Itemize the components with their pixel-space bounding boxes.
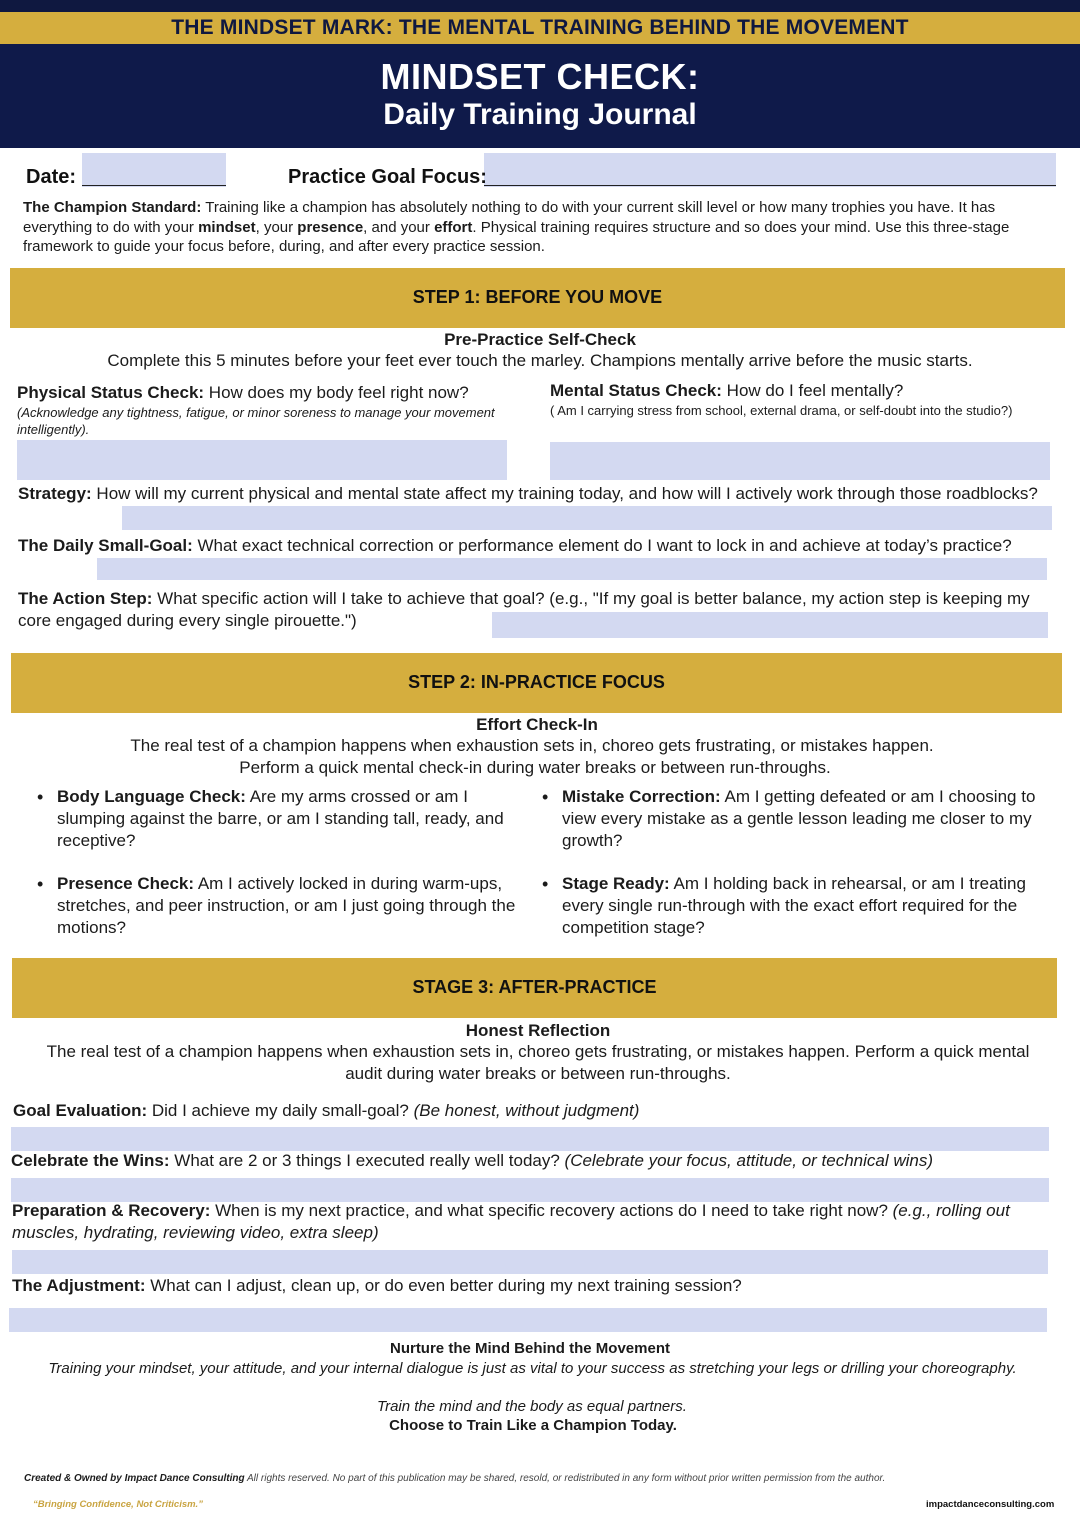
date-label: Date: (26, 166, 77, 188)
goal-evaluation-field[interactable] (11, 1127, 1049, 1151)
step2-intro-line1: The real test of a champion happens when exhaustion sets in, choreo gets frustrating, or mistakes happen. (130, 736, 934, 755)
champion-standard-intro: The Champion Standard: Training like a champion has absolutely nothing to do with your current skill level or how many trophies you have. It has everything to do with your mindset, your presence, and your effort. Physical training requires structure and so does your mind. Use this three-stage framework to guide your focus before, during, and after every practice session. (23, 199, 1010, 255)
strategy-question: Strategy: How will my current physical and mental state affect my training today, and how will I actively work through those roadblocks? (18, 484, 1038, 503)
top-banner: THE MINDSET MARK: THE MENTAL TRAINING BEHIND THE MOVEMENT (0, 12, 1080, 44)
step3-intro: The real test of a champion happens when exhaustion sets in, choreo gets frustrating, or mistakes happen. Perform a quick mental audit during water breaks or between run-throughs. (46, 1042, 1030, 1083)
step2-heading: Effort Check-In (476, 715, 598, 734)
step3-heading: Honest Reflection (465, 1021, 611, 1040)
celebrate-wins-question: Celebrate the Wins: What are 2 or 3 things I executed really well today? (Celebrate your focus, attitude, or technical wins) (11, 1151, 934, 1170)
goal-evaluation-question: Goal Evaluation: Did I achieve my daily small-goal? (Be honest, without judgment) (13, 1101, 640, 1120)
step2-band: STEP 2: IN-PRACTICE FOCUS (11, 653, 1062, 713)
date-field[interactable] (82, 153, 226, 187)
mental-status-note: ( Am I carrying stress from school, external drama, or self-doubt into the studio?) (550, 403, 1013, 418)
action-step-field[interactable] (492, 612, 1048, 638)
top-navy-strip (0, 0, 1080, 12)
adjustment-question: The Adjustment: What can I adjust, clean up, or do even better during my next training session? (12, 1276, 742, 1295)
step2-intro-line2: Perform a quick mental check-in during water breaks or between run-throughs. (239, 758, 831, 777)
page-title: MINDSET CHECK: (380, 56, 700, 97)
physical-status-question: Physical Status Check: How does my body feel right now? (17, 383, 469, 402)
strategy-field[interactable] (122, 506, 1052, 530)
action-step-question: The Action Step: What specific action will I take to achieve that goal? (e.g., "If my goal is better balance, my action step is keeping my core engaged during every single pirouette.") (18, 589, 1030, 630)
practice-goal-field[interactable] (484, 153, 1056, 187)
bullet-body-language: • Body Language Check: Are my arms crossed or am I slumping against the barre, or am I standing tall, ready, and receptive? (37, 786, 517, 852)
closing-line3: Choose to Train Like a Champion Today. (389, 1417, 677, 1434)
footer-tagline: “Bringing Confidence, Not Criticism.” (33, 1499, 203, 1510)
daily-small-goal-field[interactable] (97, 558, 1047, 580)
practice-goal-label: Practice Goal Focus: (288, 166, 487, 188)
mental-status-question: Mental Status Check: How do I feel mentally? (550, 381, 904, 400)
step1-band: STEP 1: BEFORE YOU MOVE (10, 268, 1065, 328)
mental-status-field[interactable] (550, 442, 1050, 480)
preparation-recovery-field[interactable] (12, 1250, 1048, 1274)
date-underline (82, 184, 226, 186)
physical-status-field[interactable] (17, 440, 507, 480)
closing-heading: Nurture the Mind Behind the Movement (389, 1340, 670, 1357)
page-subtitle: Daily Training Journal (383, 98, 697, 131)
footer-rights: Created & Owned by Impact Dance Consulting All rights reserved. No part of this publication may be shared, resold, or redistributed in any form without prior written permission from the author. (24, 1473, 886, 1484)
title-band (0, 44, 1080, 148)
daily-small-goal-question: The Daily Small-Goal: What exact technical correction or performance element do I want to lock in and achieve at today’s practice? (18, 536, 1012, 555)
step1-intro: Complete this 5 minutes before your feet ever touch the marley. Champions mentally arrive before the music starts. (107, 351, 973, 370)
footer-website[interactable]: impactdanceconsulting.com (926, 1499, 1055, 1510)
closing-line2: Train the mind and the body as equal partners. (377, 1398, 687, 1415)
preparation-recovery-question: Preparation & Recovery: When is my next practice, and what specific recovery actions do I need to take right now? (e.g., rolling out muscles, hydrating, reviewing video, extra sleep) (12, 1201, 1010, 1242)
bullet-stage-ready: • Stage Ready: Am I holding back in rehearsal, or am I treating every single run-through with the exact effort required for the competition stage? (542, 873, 1032, 939)
physical-status-note: (Acknowledge any tightness, fatigue, or minor soreness to manage your movement intelligently). (17, 405, 495, 437)
practice-goal-underline (484, 184, 1056, 186)
bullet-presence-check: • Presence Check: Am I actively locked in during warm-ups, stretches, and peer instruction, or am I just going through the motions? (37, 873, 517, 939)
adjustment-field[interactable] (9, 1308, 1047, 1332)
step3-band: STAGE 3: AFTER-PRACTICE (12, 958, 1057, 1018)
celebrate-wins-field[interactable] (11, 1178, 1049, 1202)
bullet-mistake-correction: • Mistake Correction: Am I getting defeated or am I choosing to view every mistake as a gentle lesson leading me closer to my growth? (542, 786, 1042, 852)
step1-heading: Pre-Practice Self-Check (444, 330, 636, 349)
closing-line1: Training your mindset, your attitude, and your internal dialogue is just as vital to your success as stretching your legs or drilling your choreography. (48, 1360, 1017, 1377)
